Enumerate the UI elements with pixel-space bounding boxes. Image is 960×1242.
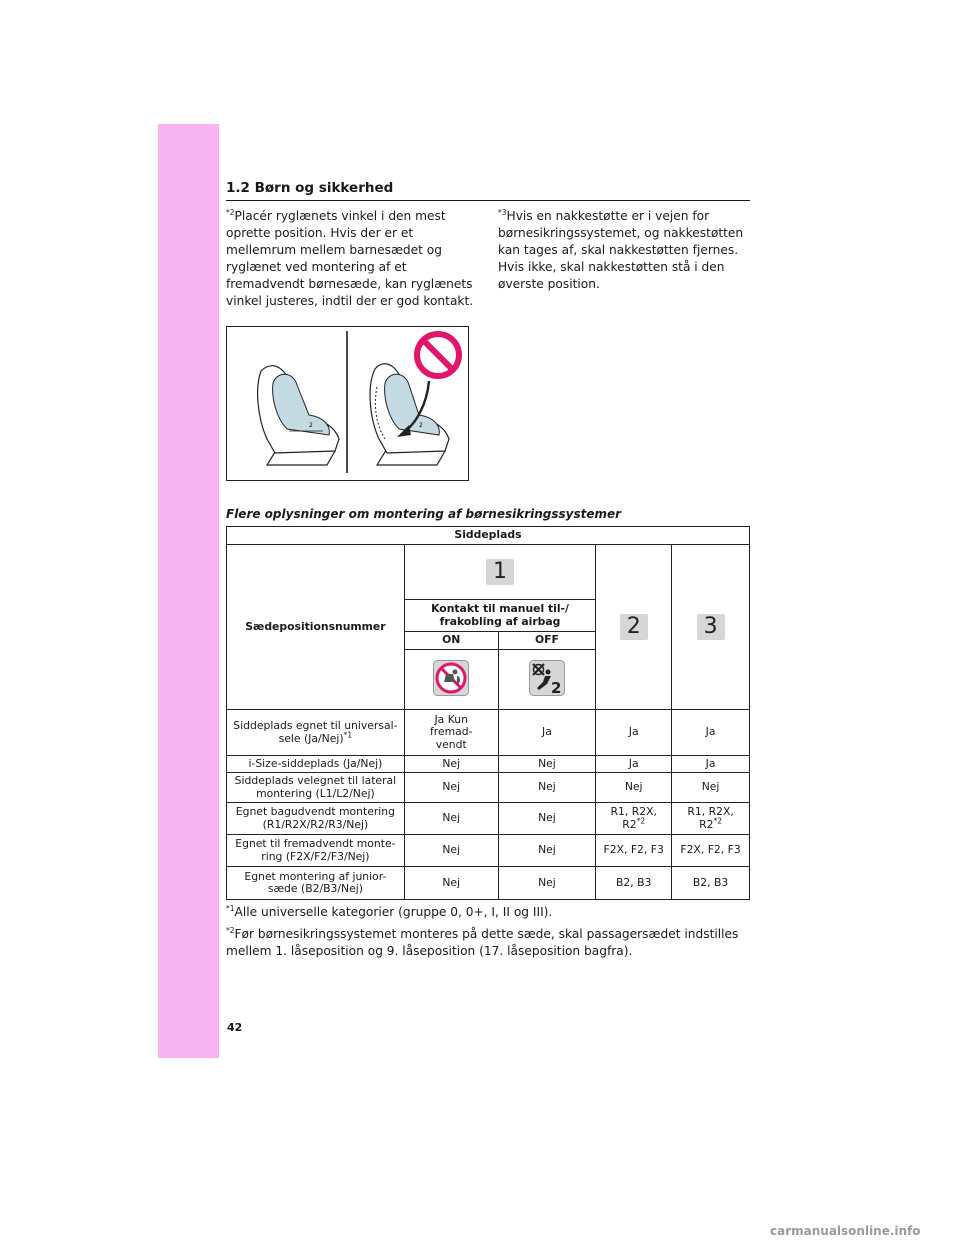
header-off: OFF <box>498 632 596 650</box>
cell-marker: *2 <box>713 815 723 825</box>
section-title: 1.2 Børn og sikkerhed <box>226 180 394 196</box>
cell-text: R1, R2X, R2 <box>610 805 657 831</box>
cell <box>596 803 672 835</box>
prohibition-icon <box>417 334 459 376</box>
row-label-text: Siddeplads egnet til universal-sele (Ja/Nej) <box>233 719 398 745</box>
header-seat-position-number: Sædepositionsnummer <box>227 545 405 710</box>
footnote-1 <box>226 904 750 921</box>
cell: Nej <box>404 773 498 803</box>
cell: Ja <box>596 710 672 756</box>
cell: Nej <box>404 835 498 867</box>
seat-illustration <box>226 326 469 481</box>
cell: Nej <box>498 773 596 803</box>
left-note <box>226 208 474 310</box>
row-label <box>227 710 405 756</box>
footnote-1-marker: *1 <box>226 903 235 913</box>
seat-3-cell <box>672 545 750 710</box>
seat-2-badge: 2 <box>620 614 648 640</box>
footnote-2-marker: *2 <box>226 925 235 935</box>
airbag-on-icon-cell <box>404 650 498 710</box>
table-row <box>227 835 750 867</box>
header-on: ON <box>404 632 498 650</box>
row-label-marker: *1 <box>343 729 353 739</box>
seat-3-badge: 3 <box>697 614 725 640</box>
airbag-off-icon-cell <box>498 650 596 710</box>
cell <box>672 803 750 835</box>
right-note <box>498 208 753 293</box>
cell: F2X, F2, F3 <box>672 835 750 867</box>
cell: Nej <box>596 773 672 803</box>
cell: Ja Kun fremad-vendt <box>404 710 498 756</box>
cell: Nej <box>498 867 596 900</box>
cell: Ja <box>498 710 596 756</box>
row-label: i-Size-siddeplads (Ja/Nej) <box>227 756 405 773</box>
cell: B2, B3 <box>672 867 750 900</box>
cell: Ja <box>672 756 750 773</box>
left-note-text: Placér ryglænets vinkel i den mest oprette position. Hvis der er et mellemrum mellem barnesædet og ryglænet ved montering af et fremadvendt børnesæde, kan ryglænets vinkel justeres, indtil der er god kontakt. <box>226 209 474 308</box>
airbag-switch-header: Kontakt til manuel til-/ frakobling af airbag <box>404 600 595 632</box>
right-note-marker: *3 <box>498 207 507 217</box>
cell: Ja <box>672 710 750 756</box>
airbag-off-number: 2 <box>550 678 562 696</box>
row-label: Egnet montering af junior-sæde (B2/B3/Nej) <box>227 867 405 900</box>
seat-1-cell <box>404 545 595 600</box>
right-seat-label: 2 <box>419 422 423 429</box>
table-row <box>227 545 750 600</box>
cell: Nej <box>498 835 596 867</box>
table-row <box>227 867 750 900</box>
footnote-2-text: Før børnesikringssystemet monteres på dette sæde, skal passagersædet indstilles mellem 1. låseposition og 9. låseposition (17. låseposition bagfra). <box>226 927 739 958</box>
cell-text: R1, R2X, R2 <box>687 805 734 831</box>
airbag-on-icon <box>433 660 469 696</box>
cell: Nej <box>672 773 750 803</box>
left-seat-label: 2 <box>309 422 313 429</box>
table-header-row <box>227 527 750 545</box>
seat-1-badge: 1 <box>486 559 514 585</box>
cell: Nej <box>498 803 596 835</box>
right-note-text: Hvis en nakkestøtte er i vejen for børnesikringssystemet, og nakkestøtten kan tages af, skal nakkestøtten fjernes. Hvis ikke, skal nakkestøtten stå i den øverste position. <box>498 209 744 291</box>
cell: Ja <box>596 756 672 773</box>
table-row <box>227 773 750 803</box>
footnote-1-text: Alle universelle kategorier (gruppe 0, 0+, I, II og III). <box>234 905 553 919</box>
cell: Nej <box>498 756 596 773</box>
table-row <box>227 756 750 773</box>
seat-2-cell <box>596 545 672 710</box>
row-label: Siddeplads velegnet til lateral montering (L1/L2/Nej) <box>227 773 405 803</box>
airbag-off-icon <box>529 660 565 696</box>
table-row <box>227 803 750 835</box>
installation-table <box>226 526 750 900</box>
cell: F2X, F2, F3 <box>596 835 672 867</box>
cell: Nej <box>404 756 498 773</box>
left-note-marker: *2 <box>226 207 235 217</box>
table-row <box>227 710 750 756</box>
seat-illustration-svg <box>227 327 468 480</box>
table-caption: Flere oplysninger om montering af børnesikringssystemer <box>226 507 622 521</box>
section-rule <box>226 200 750 201</box>
cell-marker: *2 <box>636 815 646 825</box>
cell: B2, B3 <box>596 867 672 900</box>
left-seat <box>258 366 339 465</box>
header-seating: Siddeplads <box>227 527 750 545</box>
watermark: carmanualsonline.info <box>770 1224 921 1238</box>
row-label: Egnet bagudvendt montering (R1/R2X/R2/R3/Nej) <box>227 803 405 835</box>
page-number: 42 <box>227 1021 243 1034</box>
row-label: Egnet til fremadvendt monte-ring (F2X/F2/F3/Nej) <box>227 835 405 867</box>
cell: Nej <box>404 803 498 835</box>
cell: Nej <box>404 867 498 900</box>
footnote-2 <box>226 926 750 960</box>
